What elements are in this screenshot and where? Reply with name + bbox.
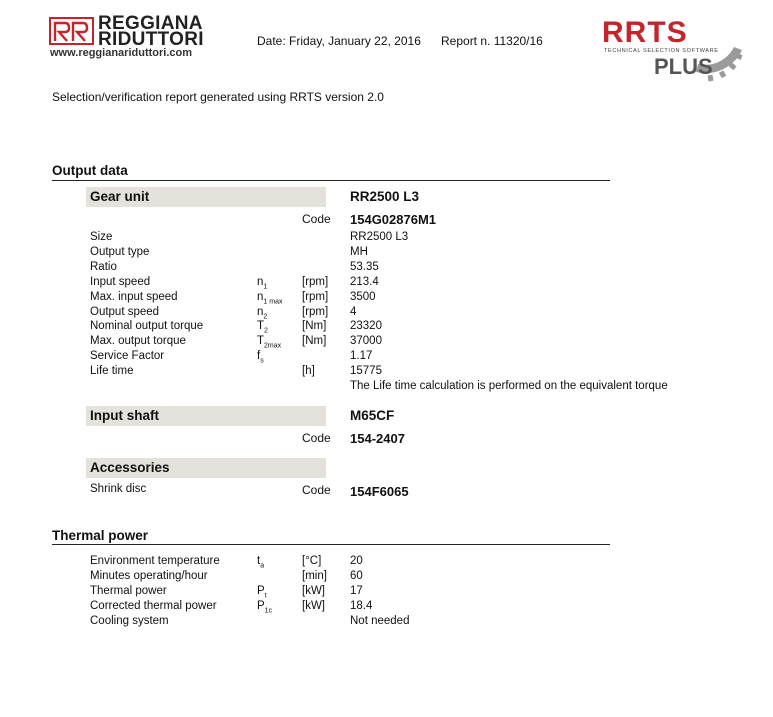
row-symbol-letter: n — [257, 305, 264, 318]
row-symbol-subscript: s — [260, 357, 264, 365]
table-row — [0, 275, 773, 290]
rrts-tagline: TECHNICAL SELECTION SOFTWARE — [604, 48, 719, 54]
table-row — [0, 349, 773, 364]
row-symbol-subscript: 2max — [264, 342, 282, 350]
brand-url: www.reggianariduttori.com — [50, 47, 192, 59]
report-number: Report n. 11320/16 — [441, 34, 543, 48]
row-symbol-subscript: t — [264, 592, 267, 600]
table-row — [0, 584, 773, 599]
row-label: Cooling system — [90, 615, 169, 627]
row-label: Ratio — [90, 260, 117, 273]
row-symbol-letter: P — [257, 585, 265, 597]
row-value: 15775 — [350, 365, 382, 378]
input-shaft-code-label: Code — [302, 431, 331, 445]
section-divider — [52, 544, 610, 545]
gear-unit-value: RR2500 L3 — [350, 189, 420, 204]
reggiana-logo-mark — [49, 17, 94, 45]
table-row — [0, 245, 773, 260]
row-unit: [Nm] — [302, 320, 327, 333]
row-symbol-letter: t — [257, 555, 261, 567]
table-row — [0, 554, 773, 569]
accessories-label: Accessories — [90, 460, 170, 475]
row-value: 213.4 — [350, 275, 379, 288]
table-row — [0, 599, 773, 614]
row-value: MH — [350, 245, 368, 258]
row-symbol-letter: P — [257, 600, 265, 612]
row-value: 23320 — [350, 320, 382, 333]
row-symbol-letter: n — [257, 275, 264, 288]
row-label: Nominal output torque — [90, 320, 204, 333]
row-value: 4 — [350, 305, 357, 318]
row-label: Service Factor — [90, 350, 165, 363]
row-unit: [kW] — [302, 600, 325, 612]
row-value: 53.35 — [350, 260, 379, 273]
table-row — [0, 364, 773, 379]
table-row — [0, 290, 773, 305]
row-symbol-subscript: 1c — [264, 607, 273, 615]
row-unit: [rpm] — [302, 290, 329, 303]
row-symbol-subscript: a — [260, 562, 265, 570]
gear-unit-code: 154G02876M1 — [350, 212, 437, 227]
row-unit: [kW] — [302, 585, 325, 597]
row-unit: [°C] — [302, 555, 322, 567]
row-label: Input speed — [90, 275, 151, 288]
table-row — [0, 305, 773, 320]
input-shaft-label: Input shaft — [90, 408, 159, 423]
row-value: 1.17 — [350, 350, 373, 363]
row-unit: [Nm] — [302, 335, 327, 348]
row-unit: [min] — [302, 570, 327, 582]
row-symbol-letter: T — [257, 335, 265, 348]
accessories-code: 154F6065 — [350, 484, 409, 499]
row-label: Output type — [90, 245, 150, 258]
row-value: 18.4 — [350, 600, 373, 612]
gear-unit-label: Gear unit — [90, 189, 150, 204]
brand-line-2: RIDUTTORI — [98, 29, 204, 50]
row-unit: [rpm] — [302, 305, 329, 318]
row-label: Max. output torque — [90, 335, 186, 348]
accessory-item-label: Shrink disc — [90, 483, 147, 495]
row-label: Max. input speed — [90, 290, 178, 303]
accessories-code-label: Code — [302, 483, 331, 497]
table-row — [0, 260, 773, 275]
row-label: Thermal power — [90, 585, 167, 597]
section-divider — [52, 180, 610, 181]
row-symbol-letter: n — [257, 290, 264, 303]
input-shaft-value: M65CF — [350, 408, 395, 423]
row-unit: [rpm] — [302, 275, 329, 288]
row-symbol-subscript: 1 — [263, 282, 268, 290]
row-value: 37000 — [350, 335, 382, 348]
row-unit: [h] — [302, 365, 315, 378]
rrts-plus-logo — [600, 14, 750, 86]
row-label: Size — [90, 231, 113, 243]
section-title-thermal-power: Thermal power — [52, 528, 149, 543]
intro-text: Selection/verification report generated using RRTS version 2.0 — [52, 90, 384, 104]
row-value: 17 — [350, 585, 363, 597]
rrts-plus-text: PLUS — [654, 54, 713, 79]
table-row — [0, 334, 773, 349]
table-row — [0, 569, 773, 584]
row-label: Minutes operating/hour — [90, 570, 208, 582]
section-title-output-data: Output data — [52, 163, 128, 178]
row-symbol-letter: f — [257, 350, 261, 363]
row-value: Not needed — [350, 615, 410, 627]
table-row — [0, 230, 773, 245]
row-symbol-subscript: 2 — [263, 312, 268, 320]
row-label: Output speed — [90, 305, 160, 318]
brand-line-1: REGGIANA — [98, 13, 203, 34]
row-symbol-subscript: 2 — [264, 327, 268, 335]
table-row — [0, 614, 773, 629]
row-value: 20 — [350, 555, 363, 567]
input-shaft-code: 154-2407 — [350, 431, 405, 446]
row-value: 60 — [350, 570, 363, 582]
row-label: Corrected thermal power — [90, 600, 217, 612]
row-symbol-subscript: 1 max — [263, 297, 283, 305]
row-label: Environment temperature — [90, 555, 220, 567]
table-row — [0, 319, 773, 334]
row-value: 3500 — [350, 290, 376, 303]
report-date: Date: Friday, January 22, 2016 — [257, 34, 421, 48]
row-value: RR2500 L3 — [350, 231, 409, 243]
gear-unit-code-label: Code — [302, 212, 331, 226]
row-label: Life time — [90, 365, 134, 378]
row-symbol-letter: T — [257, 320, 265, 333]
life-time-note: The Life time calculation is performed on the equivalent torque — [350, 380, 668, 392]
rrts-logo-text: RRTS — [602, 16, 688, 49]
